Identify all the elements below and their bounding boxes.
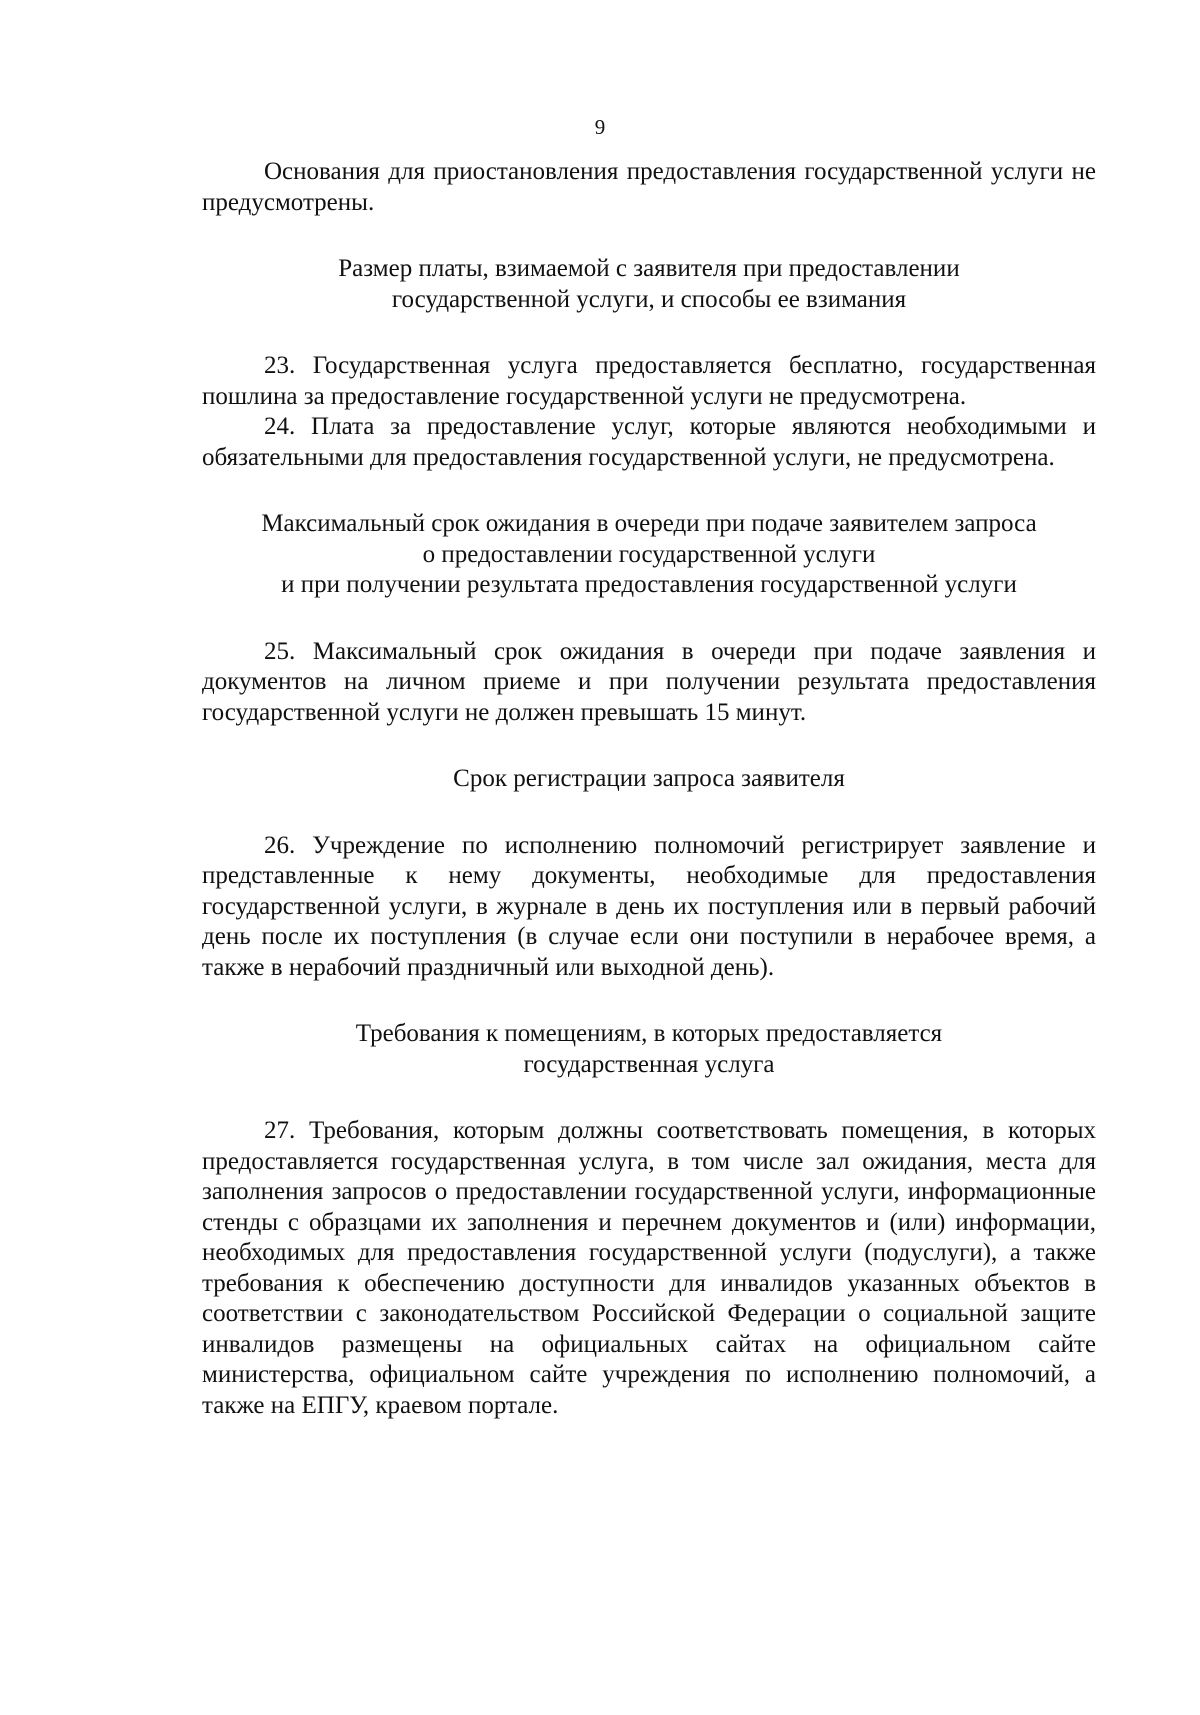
paragraph-24: 24. Плата за предоставление услуг, которые являются необходимыми и обязательными для предоставления государственной услуги, не предусмотрена. (202, 413, 1096, 471)
heading-line: Максимальный срок ожидания в очереди при подаче заявителем запроса (261, 510, 1037, 537)
paragraph-25: 25. Максимальный срок ожидания в очереди при подаче заявления и документов на личном приеме и при получении результата предоставления государственной услуги не должен превышать 15 минут. (202, 637, 1096, 726)
heading-queue-time (202, 509, 1096, 601)
paragraph-27: 27. Требования, которым должны соответствовать помещения, в которых предоставляется государственная услуга, в том числе зал ожидания, места для заполнения запросов о предоставлении государственной услуги, информационные стенды с образцами их заполнения и перечнем документов и (или) информации, необходимых для предоставления государственной услуги (подуслуги), а также требования к обеспечению доступности для инвалидов указанных объектов в соответствии с законодательством Российской Федерации о социальной защите инвалидов размещены на официальных сайтах на официальном сайте министерства, официальном сайте учреждения по исполнению полномочий, а также на ЕПГУ, краевом портале. (202, 1117, 1096, 1419)
heading-fee (202, 254, 1096, 315)
heading-line: Требования к помещениям, в которых предоставляется (355, 1020, 943, 1047)
heading-line: Размер платы, взимаемой с заявителя при предоставлении (338, 255, 960, 282)
paragraph-26: 26. Учреждение по исполнению полномочий регистрирует заявление и представленные к нему документы, необходимые для предоставления государственной услуги, в журнале в день их поступления или в первый рабочий день после их поступления (в случае если они поступили в нерабочее время, а также в нерабочий праздничный или выходной день). (202, 831, 1096, 981)
heading-line: о предоставлении государственной услуги (422, 540, 876, 568)
paragraph-suspension-grounds: Основания для приостановления предоставления государственной услуги не предусмотрены. (202, 158, 1096, 216)
heading-line: и при получении результата предоставления государственной услуги (281, 571, 1017, 598)
heading-line: Срок регистрации запроса заявителя (453, 765, 845, 792)
document-body (202, 157, 1096, 1421)
heading-premises (202, 1019, 1096, 1080)
heading-registration (202, 764, 1096, 795)
page-number: 9 (594, 115, 606, 139)
heading-line: государственная услуга (523, 1050, 775, 1078)
heading-line: государственной услуги, и способы ее взимания (391, 285, 907, 313)
paragraph-23: 23. Государственная услуга предоставляется бесплатно, государственная пошлина за предоставление государственной услуги не предусмотрена. (202, 352, 1096, 410)
